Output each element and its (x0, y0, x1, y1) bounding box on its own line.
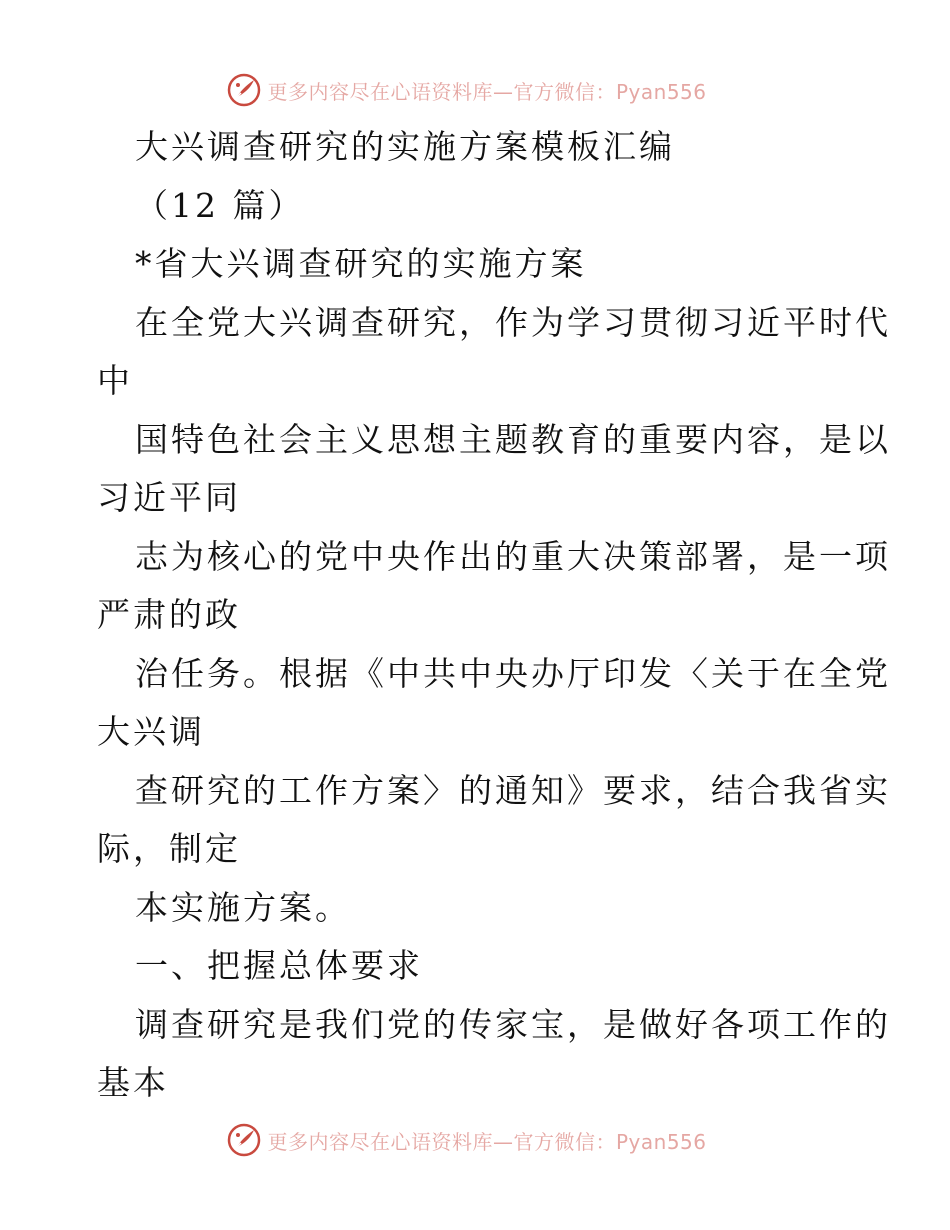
text-line: 查研究的工作方案〉的通知》要求，结合我省实 (135, 770, 891, 810)
text-line: 大兴调 (97, 712, 205, 751)
quill-logo-icon (227, 73, 261, 107)
wechat-id: Pyan556 (615, 79, 707, 104)
text-line: 际，制定 (97, 829, 241, 868)
watermark-text: 更多内容尽在心语资料库—官方微信：Pyan556 (267, 1129, 707, 1154)
text-line: 严肃的政 (97, 595, 241, 634)
text-line: 习近平同 (97, 478, 241, 517)
watermark-text: 更多内容尽在心语资料库—官方微信：Pyan556 (267, 79, 707, 104)
footer-watermark (0, 1120, 950, 1160)
text-line: 中 (97, 361, 133, 400)
document-body (97, 118, 891, 1113)
text-line: （12 篇） (135, 185, 305, 225)
text-line: 治任务。根据《中共中央办厅印发〈关于在全党 (135, 653, 891, 693)
quill-logo-icon (227, 1123, 261, 1157)
text-line: 国特色社会主义思想主题教育的重要内容，是以 (135, 419, 891, 459)
text-line: 基本 (97, 1063, 169, 1102)
text-line: 调查研究是我们党的传家宝，是做好各项工作的 (135, 1004, 891, 1044)
text-line: *省大兴调查研究的实施方案 (135, 244, 587, 283)
text-line: 大兴调查研究的实施方案模板汇编 (135, 127, 675, 166)
text-line: 在全党大兴调查研究，作为学习贯彻习近平时代 (135, 302, 891, 342)
text-line: 本实施方案。 (135, 887, 351, 927)
text-line: 志为核心的党中央作出的重大决策部署，是一项 (135, 536, 891, 576)
header-watermark (0, 70, 950, 110)
text-line: 一、把握总体要求 (135, 946, 423, 985)
wechat-id: Pyan556 (615, 1129, 707, 1154)
